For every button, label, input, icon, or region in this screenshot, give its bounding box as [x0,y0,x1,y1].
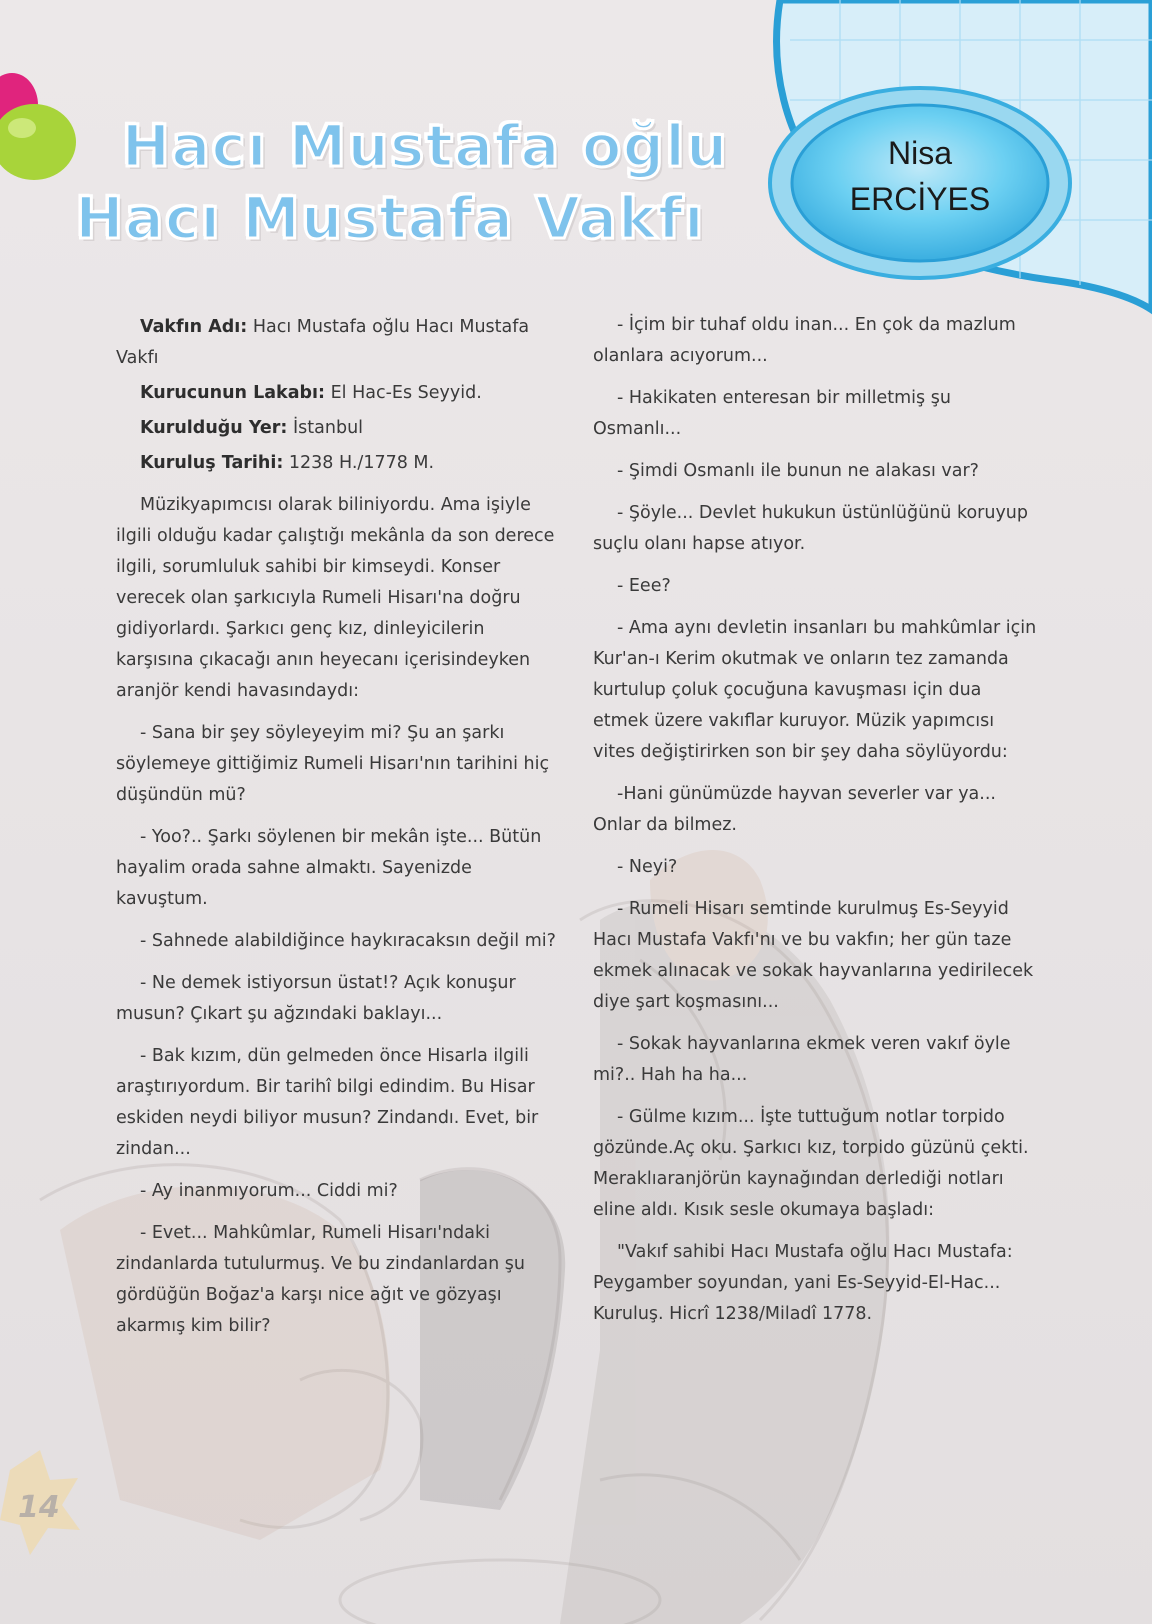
right-column [593,310,1037,1341]
paragraph: - Sokak hayvanlarına ekmek veren vakıf öyle mi?.. Hah ha ha... [593,1034,1011,1085]
paragraph: - Rumeli Hisarı semtinde kurulmuş Es-Seyyid Hacı Mustafa Vakfı'nı ve bu vakfın; her gün taze ekmek alınacak ve sokak hayvanlarına yedirilecek diye şart koşmasını... [593,899,1034,1012]
info-location [116,413,562,444]
paragraph: "Vakıf sahibi Hacı Mustafa oğlu Hacı Mustafa: Peygamber soyundan, yani Es-Seyyid-El-Hac... Kuruluş. Hicrî 1238/Miladî 1778. [593,1242,1013,1324]
paragraph: - Evet... Mahkûmlar, Rumeli Hisarı'ndaki zindanlarda tutulurmuş. Ve bu zindanlardan şu gördüğün Boğaz'a karşı nice ağıt ve gözyaşı akarmış kim bilir? [116,1223,525,1336]
paragraph: - Ama aynı devletin insanları bu mahkûmlar için Kur'an-ı Kerim okutmak ve onların tez zamanda kurtulup çoluk çocuğuna kavuşması için dua etmek üzere vakıflar kuruyor. Müzik yapımcısı vites değiştirirken son bir şey daha söylüyordu: [593,618,1037,762]
paragraph: - İçim bir tuhaf oldu inan... En çok da mazlum olanlara acıyorum... [593,315,1016,366]
info-date [116,448,562,479]
paragraph: - Gülme kızım... İşte tuttuğum notlar torpido gözünde.Aç oku. Şarkıcı kız, torpido güzünü çekti. Meraklıaranjörün kaynağından derlediği notları eline aldı. Kısık sesle okumaya başladı: [593,1107,1029,1220]
paragraph: - Sahnede alabildiğince haykıracaksın değil mi? [140,931,556,951]
paragraph: -Hani günümüzde hayvan severler var ya... Onlar da bilmez. [593,784,996,835]
author-first-name: Nisa [887,135,952,171]
paragraph: - Şöyle... Devlet hukukun üstünlüğünü koruyup suçlu olanı hapse atıyor. [593,503,1029,554]
paragraph: - Neyi? [617,857,678,877]
info-key: Vakfın Adı: [140,317,248,337]
author-badge [805,130,1035,222]
info-foundation-name [116,312,562,374]
info-key: Kuruluş Tarihi: [140,453,284,473]
info-value: El Hac-Es Seyyid. [325,383,482,403]
paragraph: - Bak kızım, dün gelmeden önce Hisarla ilgili araştırıyordum. Bir tarihî bilgi edindim. Bu Hisar eskiden neydi biliyor musun? Zindandı. Evet, bir zindan... [116,1046,539,1159]
left-column [116,312,562,1353]
page-number: 14 [18,1490,60,1525]
info-value: Hacı Mustafa oğlu Hacı Mustafa Vakfı [116,317,530,368]
info-key: Kurucunun Lakabı: [140,383,326,403]
paragraph: Müzikyapımcısı olarak biliniyordu. Ama işiyle ilgili olduğu kadar çalıştığı mekânla da son derece ilgili, sorumluluk sahibi bir kimseydi. Konser verecek olan şarkıcıyla Rumeli Hisarı'na doğru gidiyorlardı. Şarkıcı genç kız, dinleyicilerin karşısına çıkacağı anın heyecanı içerisindeyken aranjör kendi havasındaydı: [116,495,555,701]
paragraph: - Hakikaten enteresan bir milletmiş şu Osmanlı... [593,388,951,439]
paragraph: - Ne demek istiyorsun üstat!? Açık konuşur musun? Çıkart şu ağzındaki baklayı... [116,973,516,1024]
info-value: İstanbul [287,418,364,438]
info-key: Kurulduğu Yer: [140,418,288,438]
info-value: 1238 H./1778 M. [283,453,435,473]
title-line-2: Hacı Mustafa Vakfı [75,184,705,252]
author-last-name: ERCİYES [849,181,991,217]
paragraph: - Ay inanmıyorum... Ciddi mi? [140,1181,398,1201]
info-founder-title [116,378,562,409]
title-line-1: Hacı Mustafa oğlu [121,112,729,180]
paragraph: - Şimdi Osmanlı ile bunun ne alakası var? [617,461,979,481]
paragraph: - Yoo?.. Şarkı söylenen bir mekân işte... Bütün hayalim orada sahne almaktı. Sayenizde kavuştum. [116,827,542,909]
paragraph: - Eee? [617,576,671,596]
paragraph: - Sana bir şey söyleyeyim mi? Şu an şarkı söylemeye gittiğimiz Rumeli Hisarı'nın tarihini hiç düşündün mü? [116,723,550,805]
